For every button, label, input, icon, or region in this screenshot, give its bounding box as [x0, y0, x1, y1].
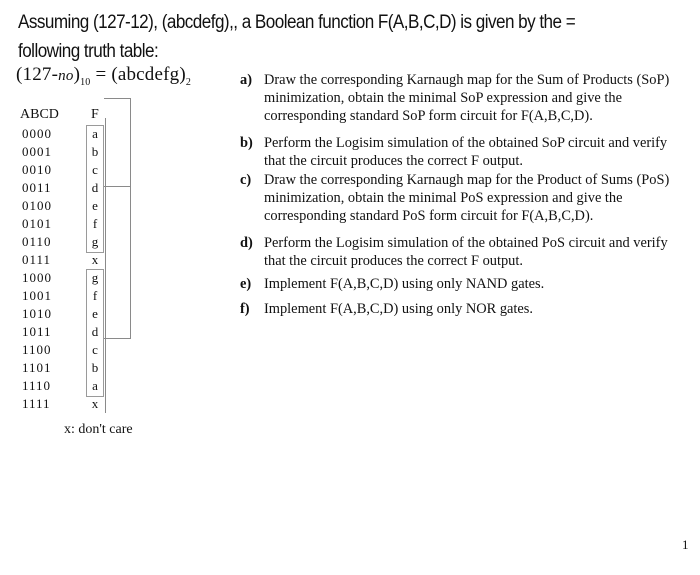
- bracket-vertical-line: [130, 98, 131, 338]
- formula-close: ): [73, 64, 81, 85]
- truth-table-row-f: f: [92, 216, 98, 231]
- truth-table-row-abcd: 0010: [22, 162, 52, 177]
- truth-table-row-abcd: 0000: [22, 126, 52, 141]
- truth-table-header-f: F: [91, 107, 99, 122]
- formula-base-right: 2: [185, 76, 192, 88]
- truth-table-row-f: e: [92, 198, 98, 213]
- truth-table-row-f: b: [91, 144, 99, 159]
- truth-table-row-f: c: [92, 162, 98, 177]
- truth-table-row-f: d: [91, 180, 99, 195]
- truth-table-row-abcd: 1001: [22, 288, 52, 303]
- formula-equals: = (abcdefg): [90, 64, 186, 85]
- truth-table-row-abcd: 0011: [22, 180, 52, 195]
- truth-table-row-abcd: 1111: [22, 396, 51, 411]
- question-text: Draw the corresponding Karnaugh map for the Product of Sums (PoS) minimization, obtain the minimal PoS expression and give the corresponding standard PoS form circuit for F(A,B,C,D).: [264, 172, 670, 224]
- truth-table-header-abcd: ABCD: [20, 107, 59, 122]
- problem-formula: [16, 64, 191, 88]
- truth-table-row-abcd: 1010: [22, 306, 52, 321]
- formula-base-left: 10: [80, 76, 91, 88]
- page-number: 1: [682, 537, 689, 552]
- bracket-top-line: [104, 98, 131, 99]
- truth-table-row-abcd: 1101: [22, 360, 52, 375]
- truth-table-row-f: b: [91, 360, 99, 375]
- truth-table-row-abcd: 0101: [22, 216, 52, 231]
- question-b: [240, 135, 690, 171]
- question-text: Implement F(A,B,C,D) using only NAND gates.: [264, 276, 545, 292]
- question-text: Implement F(A,B,C,D) using only NOR gates.: [264, 301, 534, 317]
- question-label: c): [240, 172, 252, 188]
- bracket-bottom-line: [104, 338, 131, 339]
- truth-table-row-abcd: 1011: [22, 324, 52, 339]
- question-text: Draw the corresponding Karnaugh map for the Sum of Products (SoP) minimization, obtain the minimal SoP expression and give the corresponding standard SoP form circuit for F(A,B,C,D).: [264, 72, 670, 124]
- truth-table-row-abcd: 0001: [22, 144, 52, 159]
- truth-table-row-abcd: 1110: [22, 378, 52, 393]
- problem-heading: Assuming (127-12), (abcdefg),, a Boolean function F(A,B,C,D) is given by the = following truth table:: [18, 12, 580, 62]
- question-d: [240, 235, 690, 271]
- truth-table-row-f: c: [92, 342, 98, 357]
- question-label: a): [240, 72, 252, 88]
- question-e: [240, 276, 690, 294]
- truth-table-row-f: f: [92, 288, 98, 303]
- truth-table-row-f: a: [92, 126, 98, 141]
- truth-table-row-f: d: [91, 324, 99, 339]
- question-text: Perform the Logisim simulation of the obtained PoS circuit and verify that the circuit produces the correct F output.: [264, 235, 668, 269]
- truth-table-row-abcd: 0111: [22, 252, 52, 267]
- truth-table-row-abcd: 1100: [22, 342, 52, 357]
- truth-table-row-abcd: 0100: [22, 198, 52, 213]
- truth-table-row-f: x: [91, 252, 99, 267]
- truth-table-row-f: g: [91, 270, 99, 285]
- truth-table-row-f: a: [92, 378, 98, 393]
- truth-table-row-f: x: [91, 396, 99, 411]
- question-a: [240, 72, 690, 125]
- formula-no: no: [58, 68, 74, 84]
- question-label: d): [240, 235, 253, 251]
- question-label: e): [240, 276, 252, 292]
- truth-table-row-f: e: [92, 306, 98, 321]
- question-text: Perform the Logisim simulation of the obtained SoP circuit and verify that the circuit produces the correct F output.: [264, 135, 668, 169]
- bracket-mid-line: [104, 186, 131, 187]
- truth-table-row-abcd: 0110: [22, 234, 52, 249]
- formula-open: (127-: [16, 64, 59, 85]
- question-f: [240, 301, 690, 319]
- question-c: [240, 172, 690, 225]
- dont-care-note: x: don't care: [64, 422, 133, 437]
- truth-table-row-f: g: [91, 234, 99, 249]
- question-label: f): [240, 301, 250, 317]
- truth-table-row-abcd: 1000: [22, 270, 52, 285]
- question-label: b): [240, 135, 253, 151]
- table-vertical-line: [105, 118, 106, 413]
